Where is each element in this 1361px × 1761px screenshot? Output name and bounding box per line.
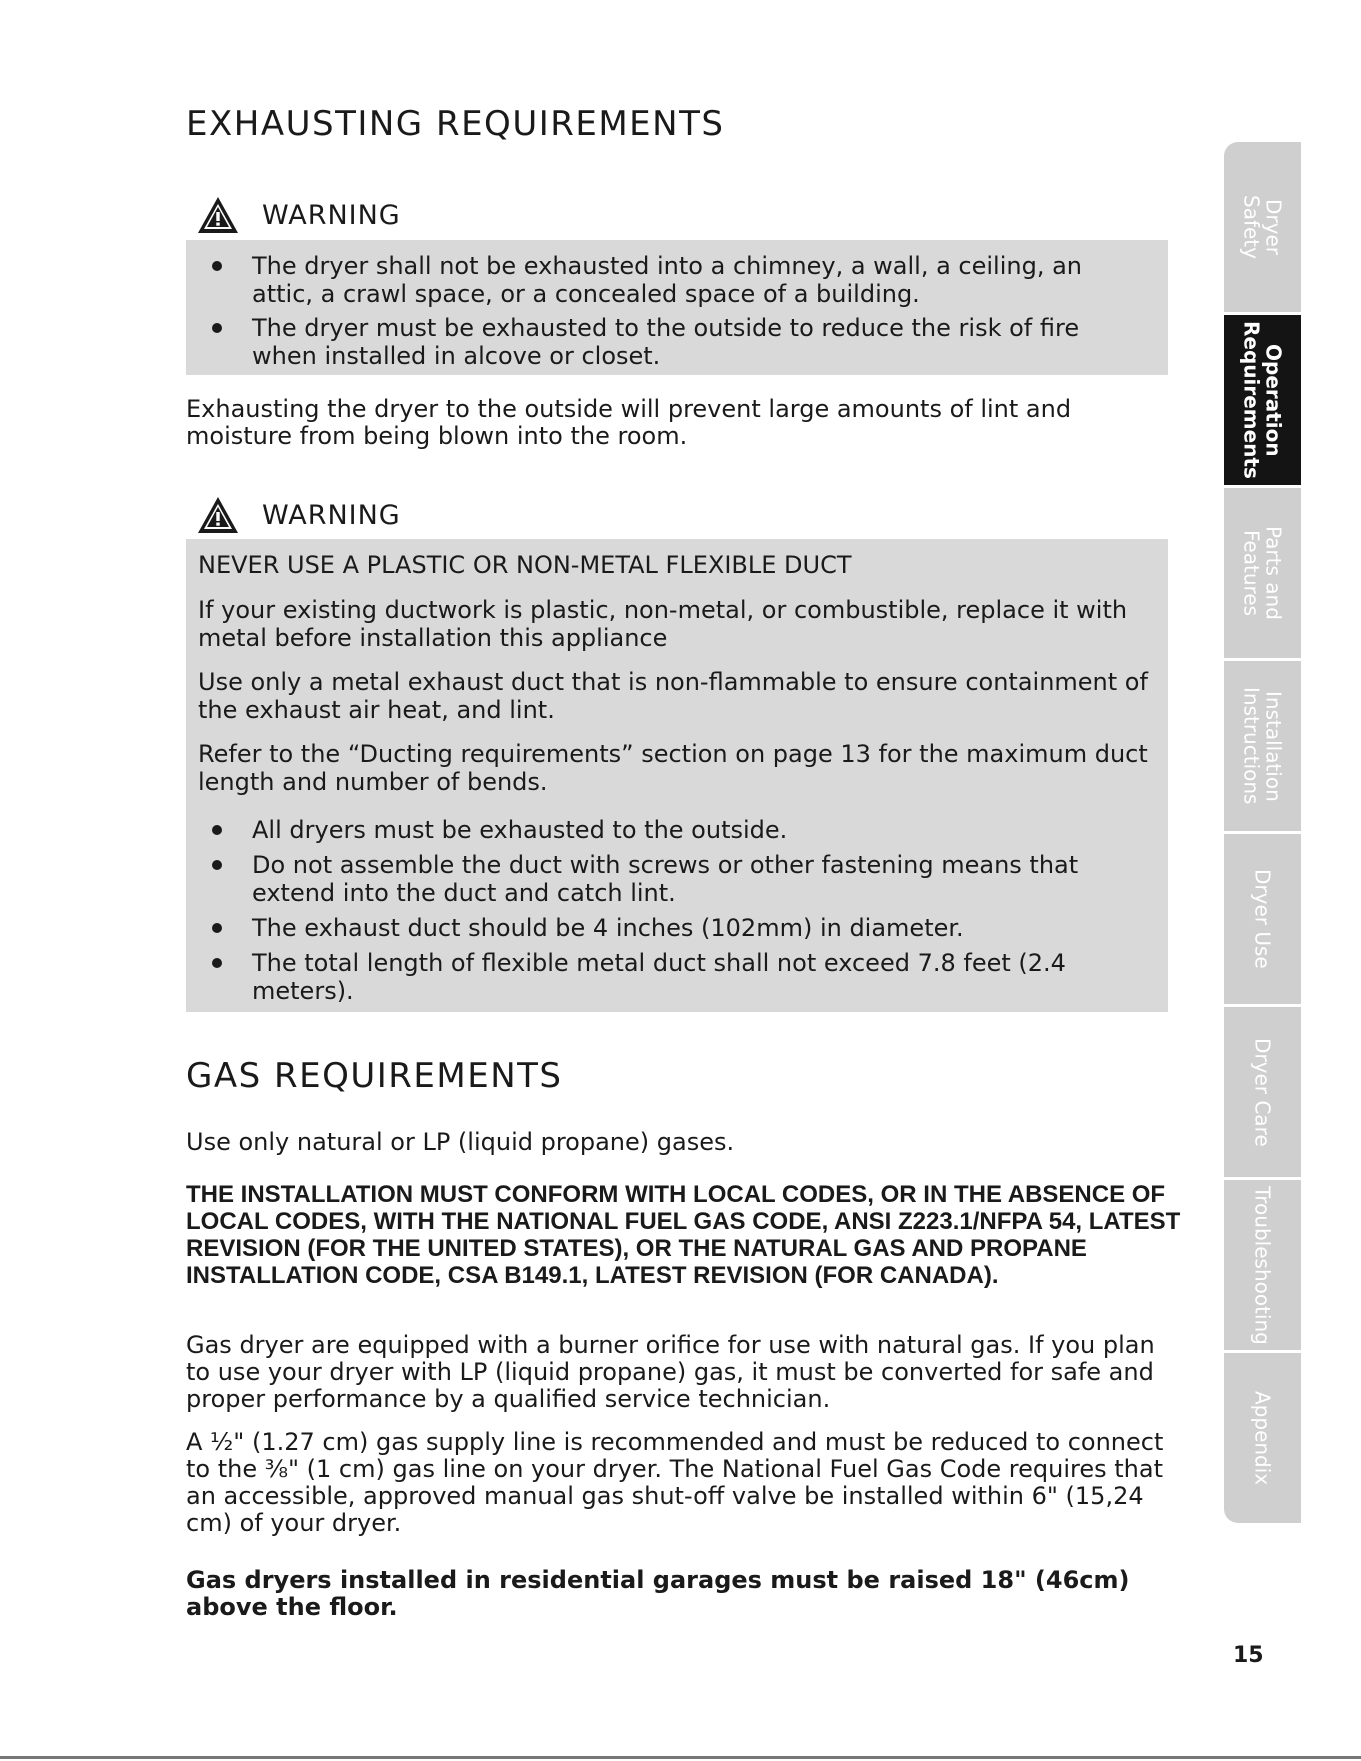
- ducting-reference-paragraph: Refer to the “Ducting requirements” section on page 13 for the maximum duct length and number of bends.: [198, 740, 1148, 796]
- tab-dryer-care[interactable]: Dryer Care: [1224, 1007, 1301, 1180]
- ductwork-paragraph: If your existing ductwork is plastic, non-metal, or combustible, replace it with metal before installation this appliance: [198, 596, 1128, 652]
- tab-dryer-safety[interactable]: Dryer Safety: [1224, 142, 1301, 315]
- list-item: The dryer must be exhausted to the outside to reduce the risk of fire when installed in alcove or closet.: [198, 314, 1148, 370]
- warning-triangle-icon: [196, 195, 240, 235]
- gas-heading: GAS REQUIREMENTS: [186, 1056, 563, 1096]
- tab-parts-and-features[interactable]: Parts and Features: [1224, 488, 1301, 661]
- bottom-divider: [0, 1756, 1361, 1759]
- warning-1-bullets: [198, 252, 1148, 370]
- exhausting-heading: EXHAUSTING REQUIREMENTS: [186, 104, 725, 144]
- list-item: The exhaust duct should be 4 inches (102mm) in diameter.: [198, 914, 1148, 942]
- gas-line-paragraph: A ½" (1.27 cm) gas supply line is recommended and must be reduced to connect to the ⅜" (1 cm) gas line on your dryer. The National Fuel Gas Code requires that an accessible, approved manual gas shut-off valve be installed within 6" (15,24 cm) of your dryer.: [186, 1428, 1164, 1537]
- garage-note: Gas dryers installed in residential garages must be raised 18" (46cm) above the floor.: [186, 1566, 1130, 1621]
- exhaust-body-text: Exhausting the dryer to the outside will prevent large amounts of lint and moisture from being blown into the room.: [186, 395, 1072, 450]
- list-item: All dryers must be exhausted to the outside.: [198, 816, 1148, 844]
- tab-appendix[interactable]: Appendix: [1224, 1353, 1301, 1523]
- gas-conversion-paragraph: Gas dryer are equipped with a burner orifice for use with natural gas. If you plan to use your dryer with LP (liquid propane) gas, it must be converted for safe and proper performance by a qualified service technician.: [186, 1331, 1155, 1413]
- warning-header-2: [196, 493, 401, 537]
- page-number: 15: [1233, 1643, 1264, 1668]
- warning-title-2: WARNING: [262, 499, 401, 531]
- warning-2-bullets: [198, 816, 1148, 1005]
- warning-box-1: [186, 240, 1168, 375]
- tab-operation-requirements[interactable]: Operation Requirements: [1224, 315, 1301, 488]
- gas-intro-text: Use only natural or LP (liquid propane) gases.: [186, 1128, 735, 1156]
- warning-header-1: [196, 193, 401, 237]
- tab-troubleshooting[interactable]: Troubleshooting: [1224, 1180, 1301, 1353]
- section-tabs: [1224, 142, 1301, 1523]
- list-item: The total length of flexible metal duct shall not exceed 7.8 feet (2.4 meters).: [198, 949, 1148, 1005]
- metal-duct-paragraph: Use only a metal exhaust duct that is non-flammable to ensure containment of the exhaust air heat, and lint.: [198, 668, 1148, 724]
- tab-dryer-use[interactable]: Dryer Use: [1224, 834, 1301, 1007]
- list-item: The dryer shall not be exhausted into a chimney, a wall, a ceiling, an attic, a crawl space, or a concealed space of a building.: [198, 252, 1148, 308]
- warning-triangle-icon: [196, 495, 240, 535]
- warning-title-1: WARNING: [262, 199, 401, 231]
- list-item: Do not assemble the duct with screws or other fastening means that extend into the duct and catch lint.: [198, 851, 1148, 907]
- tab-installation-instructions[interactable]: Installation Instructions: [1224, 661, 1301, 834]
- warning-box-2: [186, 539, 1168, 1012]
- duct-warning-line: NEVER USE A PLASTIC OR NON-METAL FLEXIBLE DUCT: [198, 551, 852, 579]
- code-notice: THE INSTALLATION MUST CONFORM WITH LOCAL CODES, OR IN THE ABSENCE OF LOCAL CODES, WITH THE NATIONAL FUEL GAS CODE, ANSI Z223.1/NFPA 54, LATEST REVISION (FOR THE UNITED STATES), OR THE NATURAL GAS AND PROPANE INSTALLATION CODE, CSA B149.1, LATEST REVISION (FOR CANADA).: [186, 1181, 1181, 1289]
